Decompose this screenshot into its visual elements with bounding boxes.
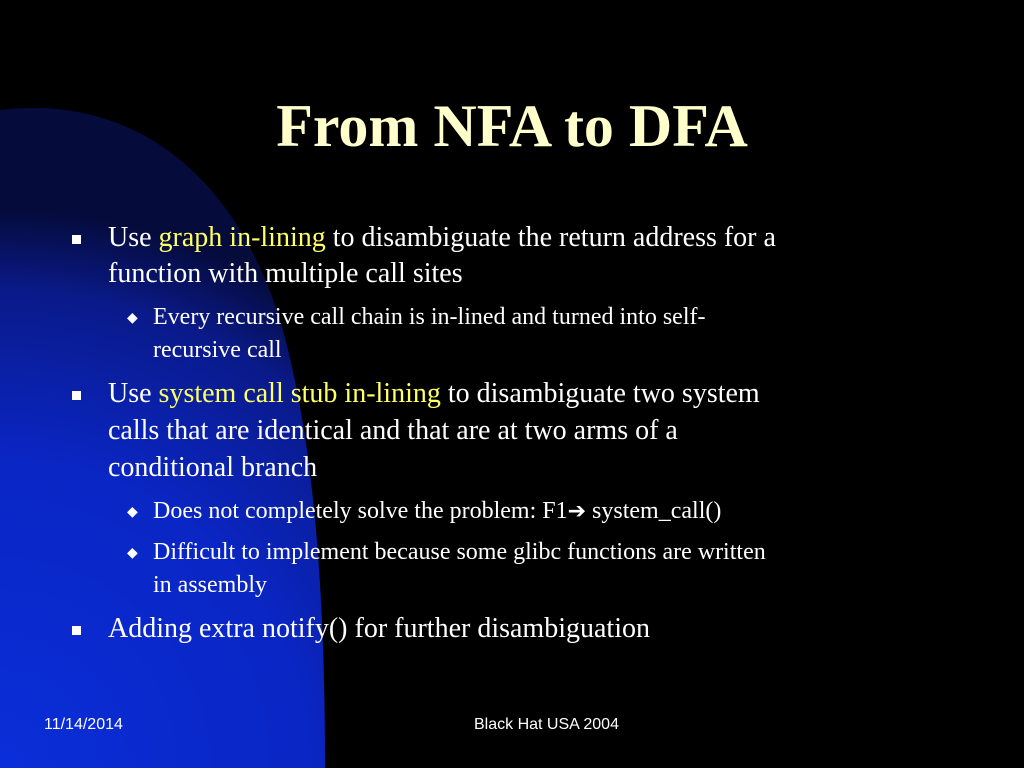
sub-bullet-2-1-after: system_call() [586, 498, 722, 524]
footer-date: 11/14/2014 [44, 716, 123, 733]
sub-bullet-1-1-line-1: Every recursive call chain is in-lined and turned into self- [153, 304, 706, 330]
diamond-bullet-icon: ◆ [127, 545, 138, 561]
bullet-2-line-3: conditional branch [108, 452, 318, 483]
sub-bullet-2-1 [153, 495, 721, 528]
diamond-bullet-icon: ◆ [127, 310, 138, 326]
sub-bullet-2-2-line-1: Difficult to implement because some glibc functions are written [153, 539, 766, 565]
diamond-bullet-icon: ◆ [127, 504, 138, 520]
bullet-2-highlight: system call stub in-lining [158, 378, 441, 409]
bullet-1-prefix: Use [108, 222, 159, 253]
bullet-2-prefix: Use [108, 378, 159, 409]
bullet-1-highlight: graph in-lining [158, 222, 326, 253]
slide-title: From NFA to DFA [276, 93, 748, 159]
bullet-2-line-1 [108, 376, 760, 412]
footer-event: Black Hat USA 2004 [474, 716, 619, 733]
bullet-1-line-2: function with multiple call sites [108, 258, 463, 289]
square-bullet-icon [72, 391, 81, 400]
square-bullet-icon [72, 626, 81, 635]
square-bullet-icon [72, 235, 81, 244]
sub-bullet-1-1-line-2: recursive call [153, 337, 282, 363]
bullet-2-rest: to disambiguate two system [440, 378, 760, 409]
right-arrow-icon: ➔ [567, 499, 587, 524]
sub-bullet-2-1-text: Does not completely solve the problem: F1 [153, 498, 568, 524]
bullet-1-rest: to disambiguate the return address for a [325, 222, 776, 253]
bullet-3: Adding extra notify() for further disambiguation [108, 613, 650, 644]
bullet-1-line-1 [108, 220, 776, 256]
sub-bullet-2-2-line-2: in assembly [153, 572, 267, 598]
bullet-2-line-2: calls that are identical and that are at two arms of a [108, 415, 678, 446]
